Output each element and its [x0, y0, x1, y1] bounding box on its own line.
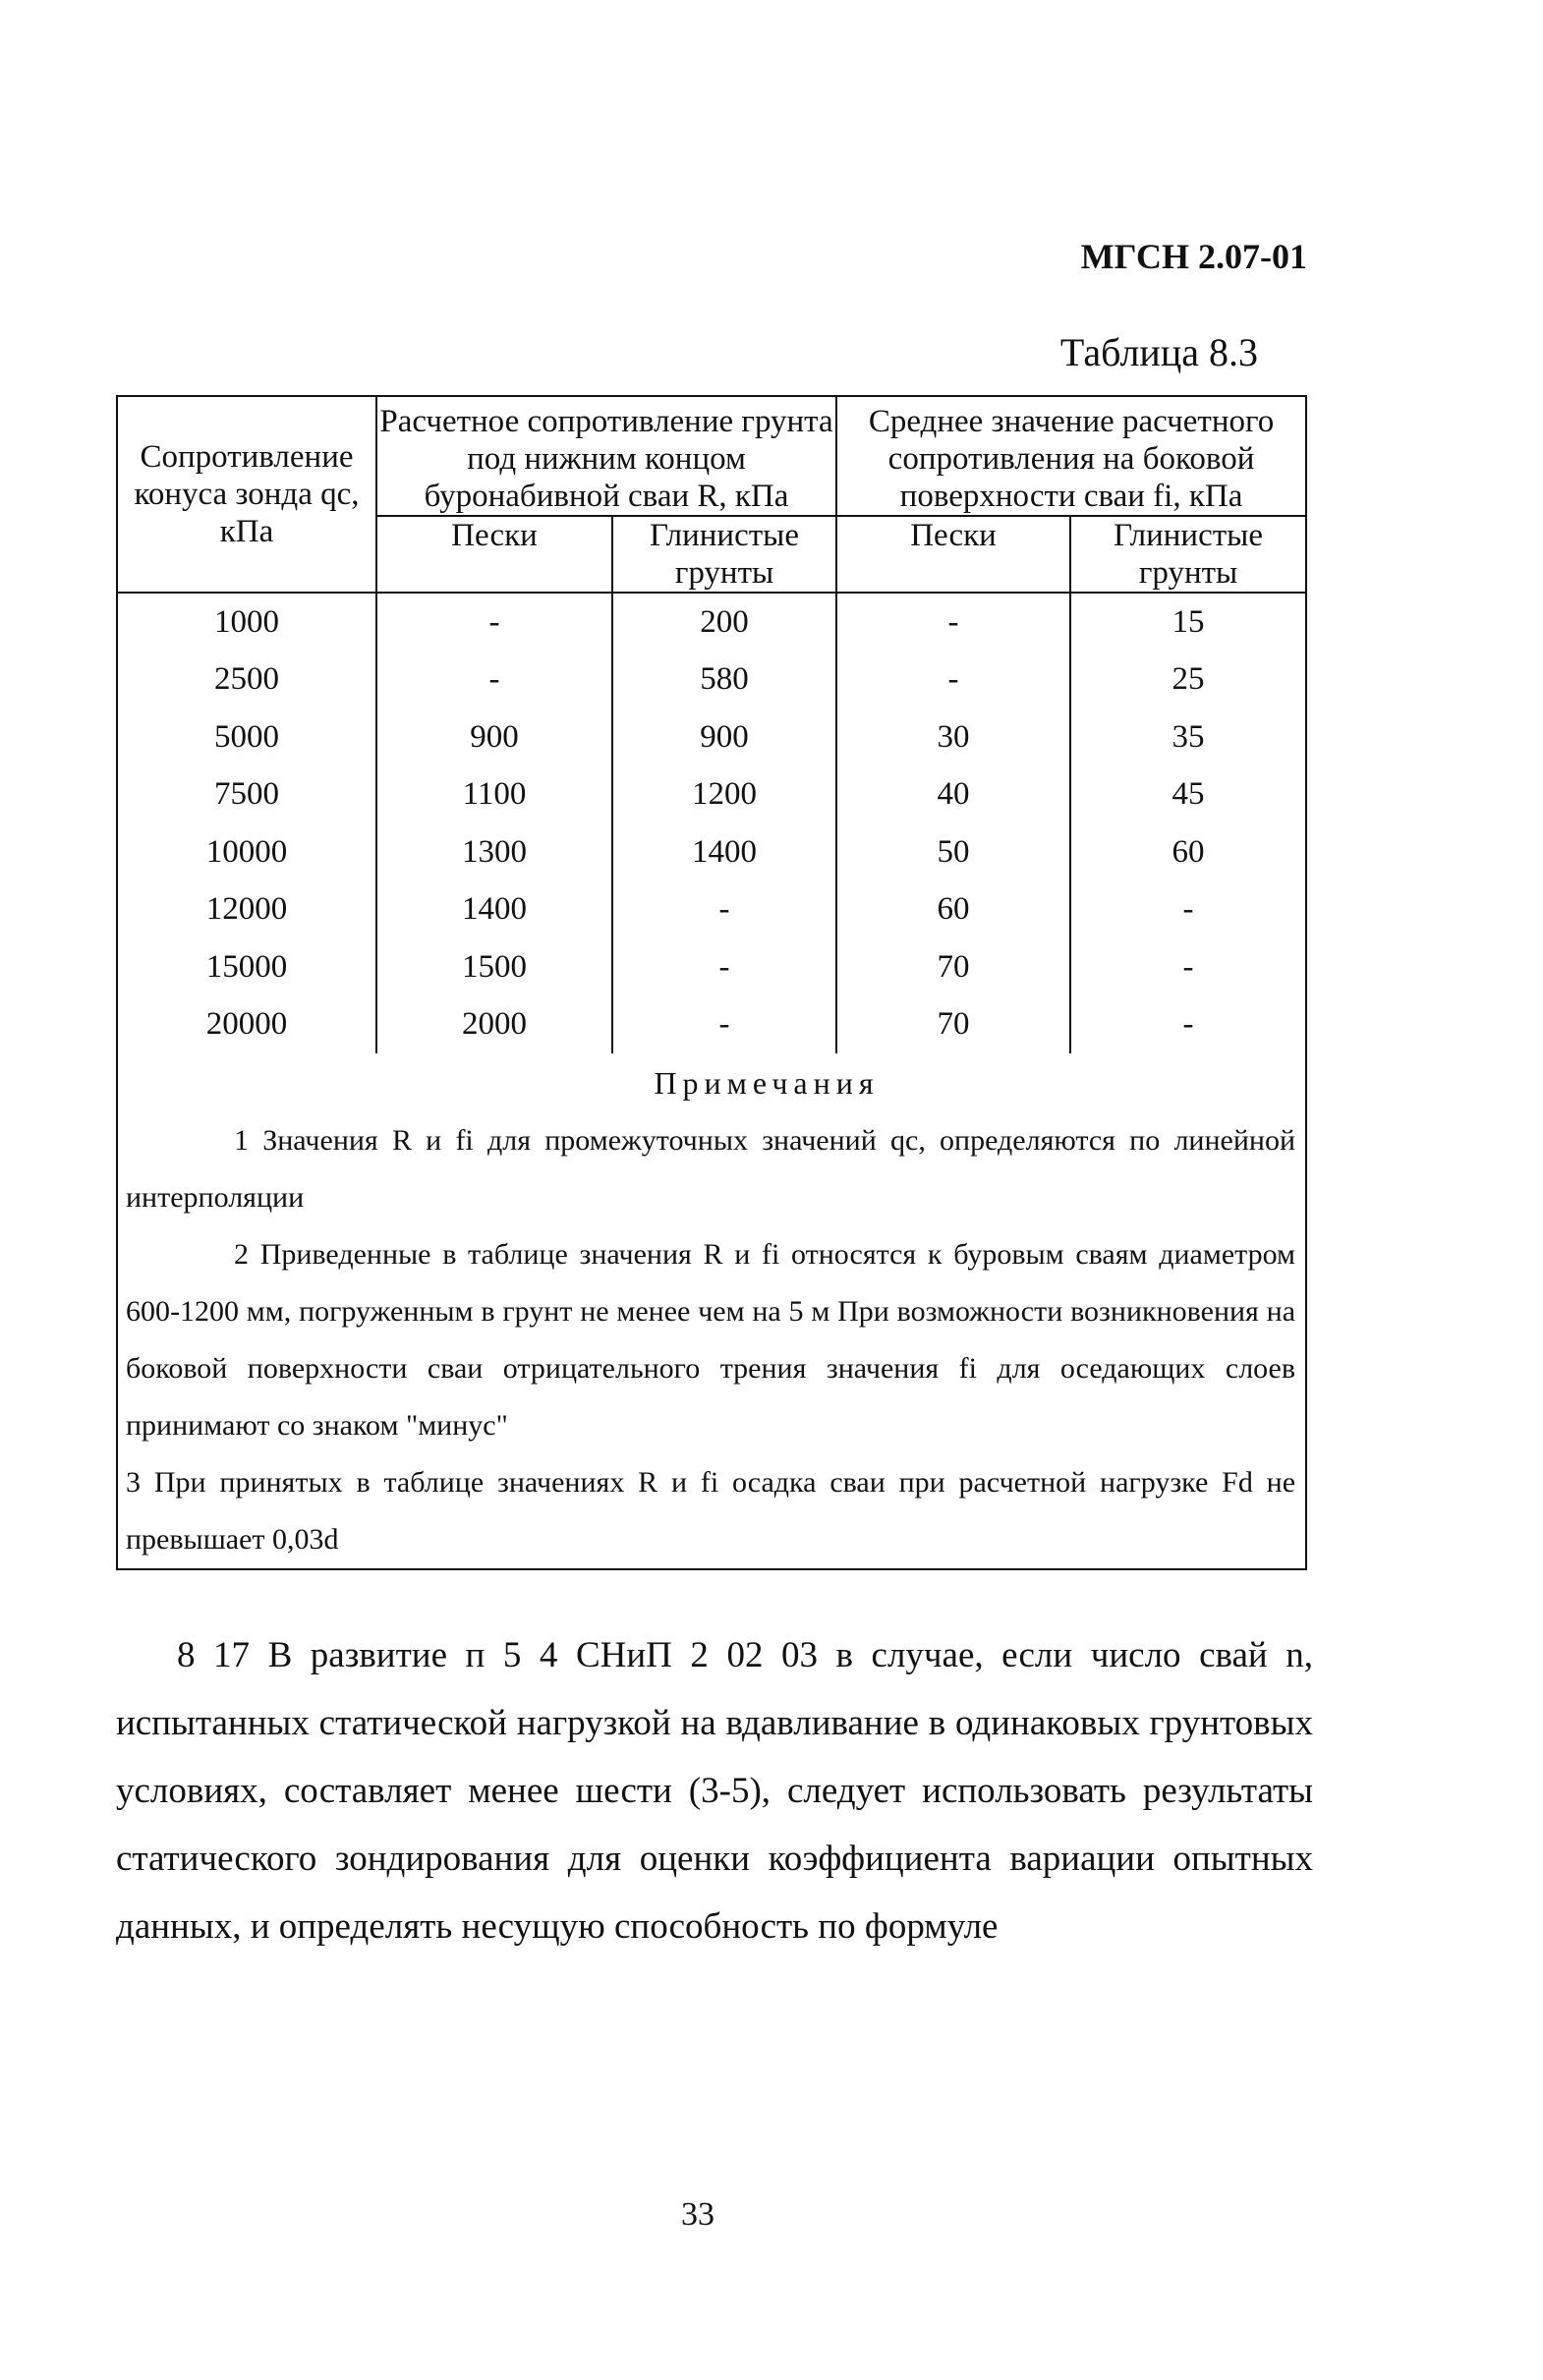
table-cell: 15000 [117, 938, 376, 996]
table-cell: 25 [1070, 652, 1306, 709]
table-cell: 70 [836, 938, 1070, 996]
table-cell: 200 [612, 593, 836, 652]
table-cell: 45 [1070, 766, 1306, 824]
table-row [117, 881, 1306, 939]
table-cell: 900 [612, 708, 836, 766]
table-cell: 1100 [376, 766, 612, 824]
table-cell: - [376, 593, 612, 652]
doc-code: МГСН 2.07-01 [1080, 237, 1307, 276]
table-cell: - [612, 938, 836, 996]
table-row [117, 652, 1306, 709]
page-number: 33 [681, 2196, 714, 2233]
note-3: 3 При принятых в таблице значениях R и fi осадка сваи при расчетной нагрузке Fd не превышает 0,03d [126, 1466, 1296, 1556]
table-cell: - [612, 881, 836, 939]
table-row [117, 766, 1306, 824]
table-cell: 5000 [117, 708, 376, 766]
table-cell: 1400 [376, 881, 612, 939]
sub-header-clay-1: Глинистые грунты [612, 516, 836, 593]
table-cell: 10000 [117, 823, 376, 881]
table-cell: 900 [376, 708, 612, 766]
sub-header-sands-1: Пески [376, 516, 612, 593]
table-cell: 1500 [376, 938, 612, 996]
table-cell: 1200 [612, 766, 836, 824]
note-2: 2 Приведенные в таблице значения R и fi относятся к буровым сваям диаметром 600-1200 мм, погруженным в грунт не менее чем на 5 м При возможности возникновения на боковой поверхности сваи отрицательного трения значения fi для оседающих слоев принимают со знаком "минус" [126, 1238, 1296, 1442]
table-8-3 [116, 395, 1305, 1570]
table-cell: - [836, 593, 1070, 652]
table-cell: 30 [836, 708, 1070, 766]
group2-header: Среднее значение расчетного сопротивления на боковой поверхности сваи fi, кПа [836, 396, 1306, 516]
table-cell: 20000 [117, 996, 376, 1054]
table-cell: 40 [836, 766, 1070, 824]
table-cell: - [1070, 938, 1306, 996]
data-table [116, 395, 1307, 1570]
sub-header-sands-2: Пески [836, 516, 1070, 593]
table-row [117, 823, 1306, 881]
table-row [117, 938, 1306, 996]
table-cell: 70 [836, 996, 1070, 1054]
table-cell: 60 [836, 881, 1070, 939]
notes-title: Примечания [654, 1065, 880, 1101]
table-cell: - [836, 652, 1070, 709]
table-cell: 2500 [117, 652, 376, 709]
table-cell: 15 [1070, 593, 1306, 652]
table-cell: 50 [836, 823, 1070, 881]
table-body [117, 593, 1306, 1053]
table-cell: 2000 [376, 996, 612, 1054]
table-cell: - [1070, 996, 1306, 1054]
table-cell: - [376, 652, 612, 709]
table-cell: 1000 [117, 593, 376, 652]
notes-block [117, 1053, 1306, 1569]
table-cell: 1300 [376, 823, 612, 881]
table-cell: 35 [1070, 708, 1306, 766]
table-row [117, 593, 1306, 652]
table-cell: - [612, 996, 836, 1054]
table-row [117, 996, 1306, 1054]
table-cell: 60 [1070, 823, 1306, 881]
table-cell: - [1070, 881, 1306, 939]
table-cell: 7500 [117, 766, 376, 824]
table-cell: 12000 [117, 881, 376, 939]
table-cell: 1400 [612, 823, 836, 881]
sub-header-clay-2: Глинистые грунты [1070, 516, 1306, 593]
note-1: 1 Значения R и fi для промежуточных значений qc, определяются по линейной интерполяции [126, 1124, 1296, 1214]
table-title: Таблица 8.3 [1059, 330, 1258, 374]
section-paragraph: 8 17 В развитие п 5 4 СНиП 2 02 03 в случае, если число свай n, испытанных статической нагрузкой на вдавливание в одинаковых грунтовых условиях, составляет менее шести (3-5), следует использовать результаты статического зондирования для оценки коэффициента вариации опытных данных, и определять несущую способность по формуле [116, 1635, 1313, 1947]
table-cell: 580 [612, 652, 836, 709]
col1-header: Сопротивление конуса зонда qc, кПа [117, 396, 376, 593]
group1-header: Расчетное сопротивление грунта под нижним концом буронабивной сваи R, кПа [376, 396, 836, 516]
table-row [117, 708, 1306, 766]
